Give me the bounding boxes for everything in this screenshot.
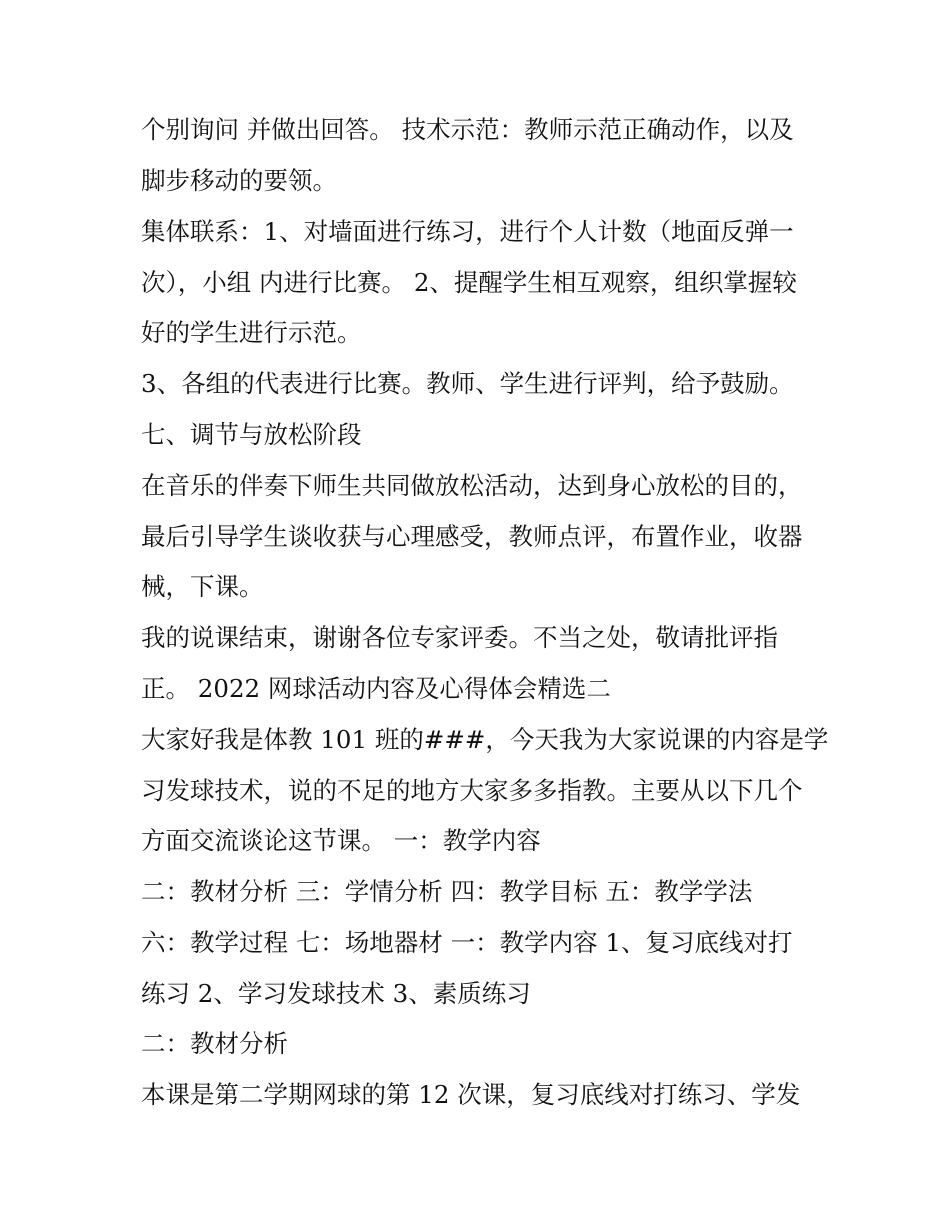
text-line: 最后引导学生谈收获与心理感受，教师点评，布置作业，收器 [141, 522, 803, 551]
text-line: 本课是第二学期网球的第 12 次课，复习底线对打练习、学发 [141, 1080, 801, 1109]
text-line: 3、各组的代表进行比赛。教师、学生进行评判，给予鼓励。 [141, 369, 794, 398]
text-line: 次），小组 内进行比赛。 2、提醒学生相互观察，组织掌握较 [141, 268, 797, 297]
text-line: 六：教学过程 七：场地器材 一：教学内容 1、复习底线对打 [141, 928, 793, 957]
text-line: 好的学生进行示范。 [141, 318, 362, 347]
text-line: 正。 2022 网球活动内容及心得体会精选二 [141, 674, 611, 703]
text-line: 二：教材分析 三：学情分析 四：教学目标 五：教学学法 [141, 877, 753, 906]
text-line: 个别询问 并做出回答。 技术示范：教师示范正确动作，以及 [141, 115, 794, 144]
text-line: 集体联系：1、对墙面进行练习，进行个人计数（地面反弹一 [141, 217, 794, 246]
text-line: 方面交流谈论这节课。 一：教学内容 [141, 826, 541, 855]
text-line: 习发球技术，说的不足的地方大家多多指教。主要从以下几个 [141, 776, 803, 805]
text-line: 练习 2、学习发球技术 3、素质练习 [141, 979, 531, 1008]
text-line: 大家好我是体教 101 班的###，今天我为大家说课的内容是学 [141, 725, 829, 754]
text-line: 我的说课结束，谢谢各位专家评委。不当之处，敬请批评指 [141, 623, 778, 652]
section-heading: 七、调节与放松阶段 [141, 420, 362, 449]
text-line: 脚步移动的要领。 [141, 166, 337, 195]
text-line: 械，下课。 [141, 572, 264, 601]
section-heading: 二：教材分析 [141, 1029, 288, 1058]
text-line: 在音乐的伴奏下师生共同做放松活动，达到身心放松的目的， [141, 471, 803, 500]
